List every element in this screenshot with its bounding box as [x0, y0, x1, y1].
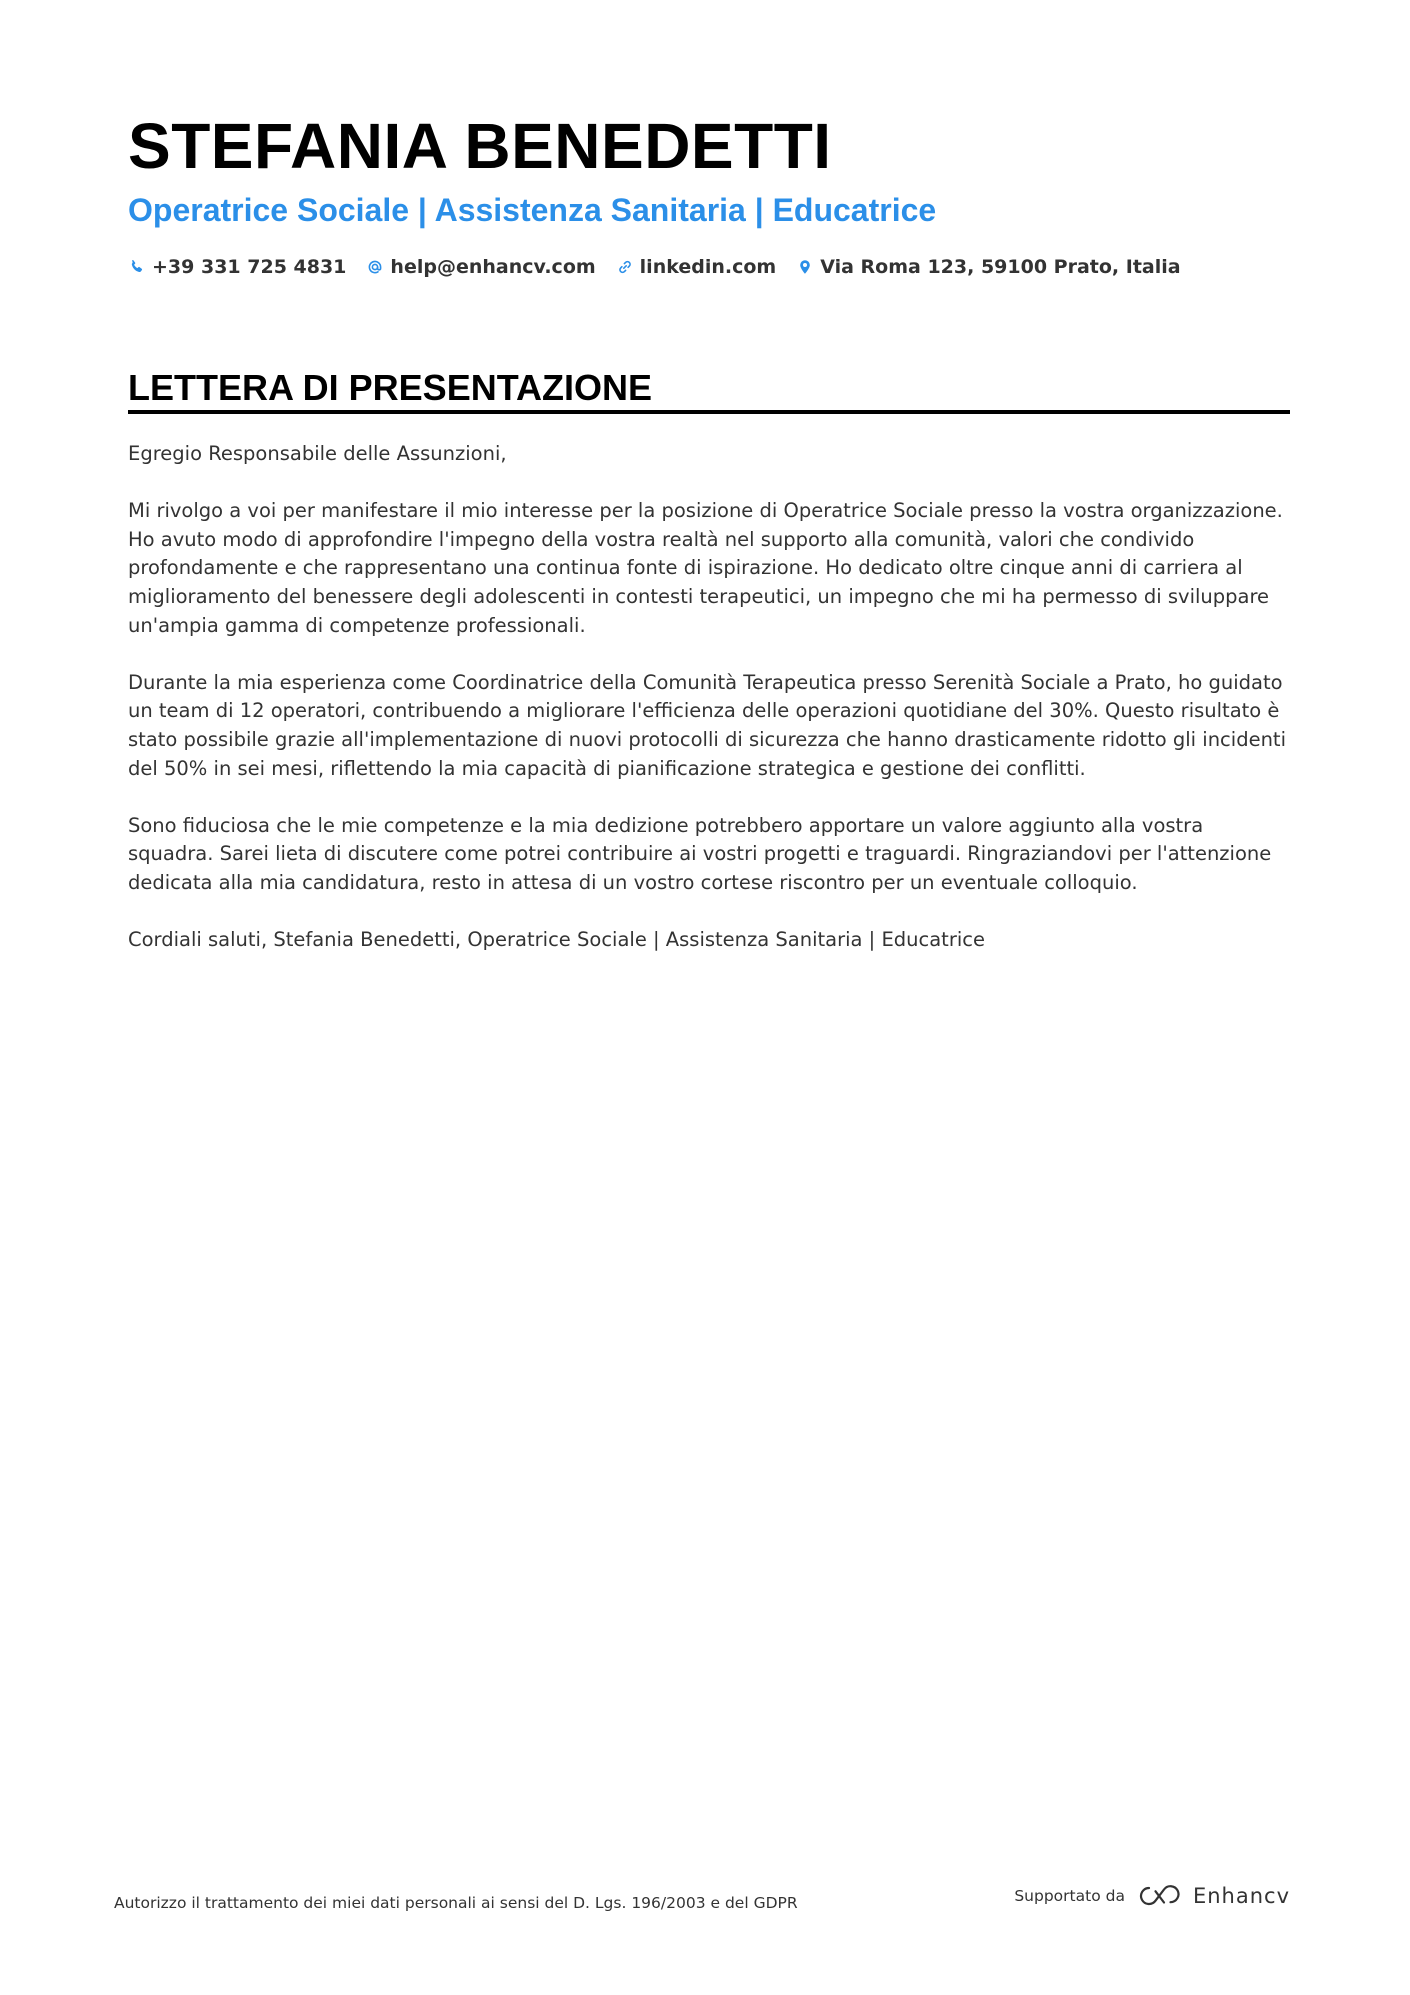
footer-branding[interactable] [1014, 1884, 1290, 1908]
link-icon [616, 258, 634, 276]
contact-email-text[interactable]: help@enhancv.com [390, 256, 596, 278]
at-icon [366, 258, 384, 276]
candidate-subtitle: Operatrice Sociale | Assistenza Sanitaria | Educatrice [128, 192, 937, 228]
letter-closing: Cordiali saluti, Stefania Benedetti, Operatrice Sociale | Assistenza Sanitaria | Educatrice [128, 928, 985, 952]
enhancv-brand-name: Enhancv [1192, 1884, 1290, 1908]
contact-info [128, 252, 1201, 282]
footer-consent: Autorizzo il trattamento dei miei dati personali ai sensi del D. Lgs. 196/2003 e del GDPR [114, 1894, 798, 1912]
section-title: LETTERA DI PRESENTAZIONE [128, 367, 653, 408]
contact-linkedin-text[interactable]: linkedin.com [639, 256, 777, 278]
powered-by-label: Supportato da [1014, 1887, 1125, 1905]
contact-email[interactable] [366, 252, 595, 282]
letter-paragraph: Durante la mia esperienza come Coordinatrice della Comunità Terapeutica presso Serenità Sociale a Prato, ho guidato un team di 12 operatori, contribuendo a migliorare l'efficienza delle operazioni quotidiane del 30%. Questo risultato è stato possibile grazie all'implementazione di nuovi protocolli di sicurezza che hanno drasticamente ridotto gli incidenti del 50% in sei mesi, riflettendo la mia capacità di pianificazione strategica e gestione dei conflitti. [128, 670, 1286, 780]
candidate-name: STEFANIA BENEDETTI [128, 110, 832, 182]
section-divider [128, 410, 1290, 414]
contact-phone [128, 252, 346, 282]
letter-paragraph: Sono fiduciosa che le mie competenze e la mia dedizione potrebbero apportare un valore aggiunto alla vostra squadra. Sarei lieta di discutere come potrei contribuire ai vostri progetti e traguardi. Ringraziandovi per l'attenzione dedicata alla mia candidatura, resto in attesa di un vostro cortese riscontro per un eventuale colloquio. [128, 813, 1272, 894]
letter-body [128, 440, 1290, 983]
letter-salutation: Egregio Responsabile delle Assunzioni, [128, 442, 507, 465]
contact-address-text: Via Roma 123, 59100 Prato, Italia [820, 256, 1181, 278]
contact-linkedin[interactable] [616, 252, 777, 282]
location-pin-icon [796, 258, 814, 276]
letter-paragraph: Mi rivolgo a voi per manifestare il mio interesse per la posizione di Operatrice Sociale presso la vostra organizzazione. Ho avuto modo di approfondire l'impegno della vostra realtà nel supporto alla comunità, valori che condivido profondamente e che rappresentano una continua fonte di ispirazione. Ho dedicato oltre cinque anni di carriera al miglioramento del benessere degli adolescenti in contesti terapeutici, un impegno che mi ha permesso di sviluppare un'ampia gamma di competenze professionali. [128, 499, 1283, 637]
contact-phone-text: +39 331 725 4831 [152, 256, 347, 278]
contact-address [796, 252, 1180, 282]
phone-icon [128, 258, 146, 276]
enhancv-logo-icon [1137, 1884, 1183, 1908]
